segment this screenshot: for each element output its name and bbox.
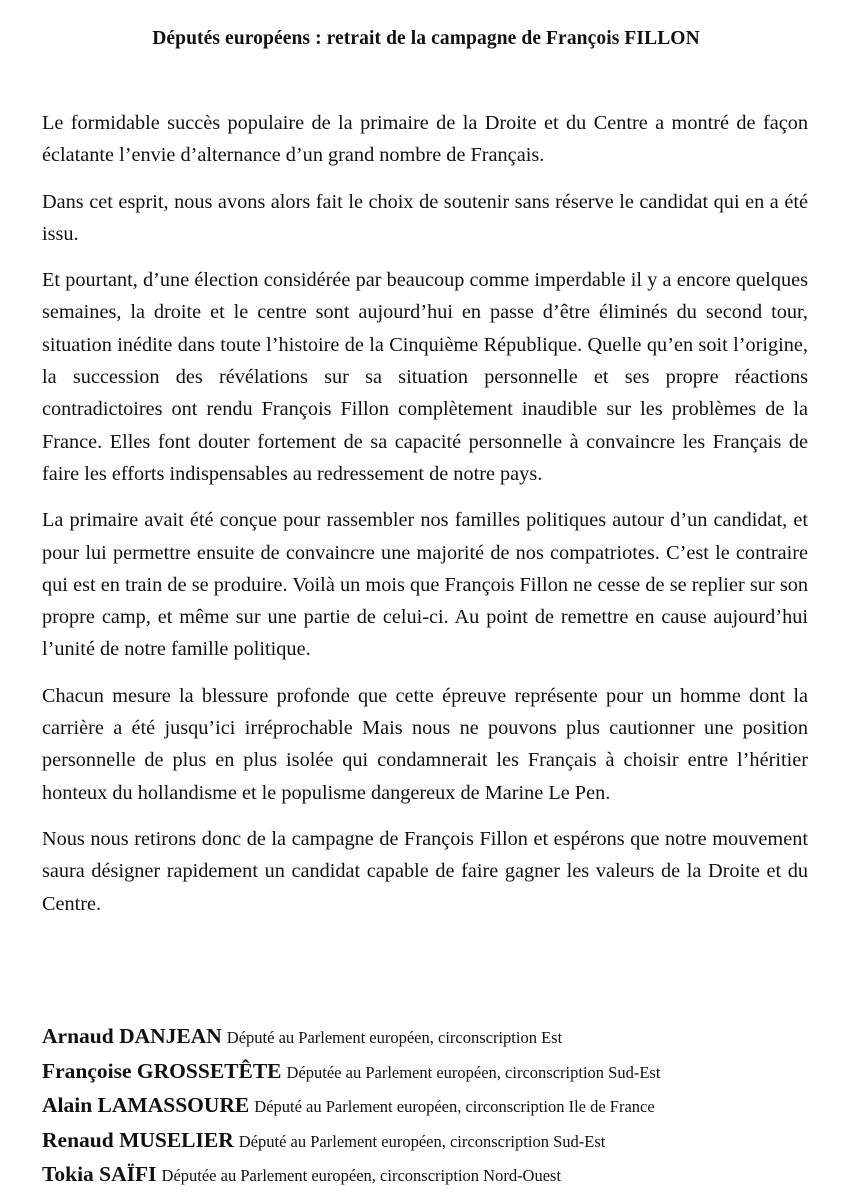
signatory-list (42, 1019, 822, 1192)
signatory-name: Renaud MUSELIER (42, 1127, 234, 1152)
paragraph-3: Et pourtant, d’une élection considérée par beaucoup comme imperdable il y a encore quelques semaines, la droite et le centre sont aujourd’hui en passe d’être éliminés du second tour, situation inédite dans toute l’histoire de la Cinquième République. Quelle qu’en soit l’origine, la succession des révélations sur sa situation personnelle et ses propre réactions contradictoires ont rendu François Fillon complètement inaudible sur les problèmes de la France. Elles font douter fortement de sa capacité personnelle à convaincre les Français de faire les efforts indispensables au redressement de notre pays. (42, 269, 808, 485)
signatory-role: Député au Parlement européen, circonscription Est (226, 1028, 563, 1047)
signatory-lamassoure (42, 1088, 822, 1123)
signatory-name: Tokia SAÏFI (42, 1162, 157, 1186)
signatory-name: Françoise GROSSETÊTE (42, 1058, 282, 1083)
signatory-saifi (42, 1157, 822, 1192)
signatory-role: Députée au Parlement européen, circonscription Sud-Est (286, 1062, 661, 1082)
paragraph-6: Nous nous retirons donc de la campagne de François Fillon et espérons que notre mouvement saura désigner rapidement un candidat capable de faire gagner les valeurs de la Droite et du Centre. (42, 827, 808, 915)
signatory-name: Alain LAMASSOURE (42, 1093, 250, 1117)
signatory-name: Arnaud DANJEAN (42, 1024, 222, 1048)
document-body (42, 107, 808, 934)
paragraph-2: Dans cet esprit, nous avons alors fait le choix de soutenir sans réserve le candidat qui en a été issu. (42, 190, 808, 245)
signatory-muselier (42, 1123, 822, 1158)
signatory-grossetete (42, 1054, 822, 1089)
signatory-danjean (42, 1019, 822, 1054)
paragraph-5: Chacun mesure la blessure profonde que cette épreuve représente pour un homme dont la carrière a été jusqu’ici irréprochable Mais nous ne pouvons plus cautionner une position personnelle de plus en plus isolée qui condamnerait les Français à choisir entre l’héritier honteux du hollandisme et le populisme dangereux de Marine Le Pen. (42, 684, 808, 804)
signatory-role: Députée au Parlement européen, circonscription Nord-Ouest (161, 1166, 562, 1185)
signatory-role: Député au Parlement européen, circonscription Sud-Est (238, 1131, 606, 1151)
document-title: Députés européens : retrait de la campagne de François FILLON (152, 28, 700, 49)
paragraph-1: Le formidable succès populaire de la primaire de la Droite et du Centre a montré de façon éclatante l’envie d’alternance d’un grand nombre de Français. (42, 112, 808, 167)
paragraph-4: La primaire avait été conçue pour rassembler nos familles politiques autour d’un candidat, et pour lui permettre ensuite de convaincre une majorité de nos compatriotes. C’est le contraire qui est en train de se produire. Voilà un mois que François Fillon ne cesse de se replier sur son propre camp, et même sur une partie de celui-ci. Au point de remettre en cause aujourd’hui l’unité de notre famille politique. (42, 509, 808, 661)
signatory-role: Député au Parlement européen, circonscription Ile de France (254, 1097, 655, 1116)
